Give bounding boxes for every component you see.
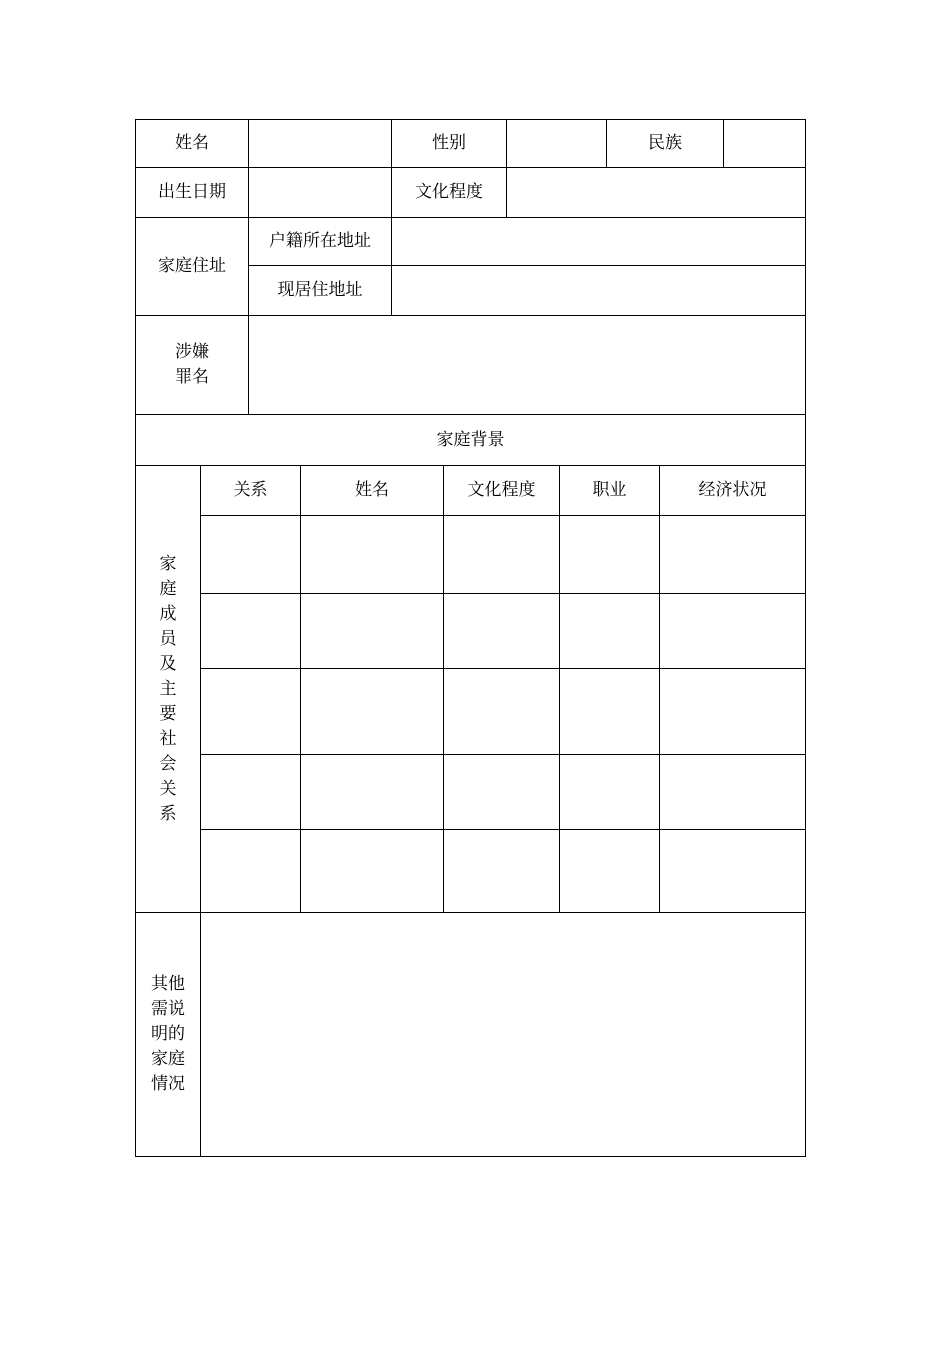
- birth-date-field[interactable]: [249, 168, 392, 218]
- side-char: 关: [159, 778, 177, 799]
- current-address-label: 现居住地址: [249, 266, 392, 316]
- relation-cell[interactable]: [201, 594, 301, 669]
- family-table-header: [136, 466, 806, 516]
- row-birth-education: [136, 168, 806, 218]
- education-cell[interactable]: [444, 594, 560, 669]
- economic-status-cell[interactable]: [660, 755, 806, 830]
- relation-cell[interactable]: [201, 830, 301, 913]
- side-char: 会: [159, 753, 177, 774]
- education-cell[interactable]: [444, 830, 560, 913]
- other-notes-label-line: 家庭: [151, 1049, 185, 1069]
- row-other-notes: [136, 913, 806, 1157]
- family-members-side-label: [136, 466, 201, 913]
- side-char: 员: [159, 628, 177, 649]
- occupation-cell[interactable]: [560, 594, 660, 669]
- table-row: [136, 594, 806, 669]
- alleged-charge-field[interactable]: [249, 316, 806, 415]
- name-cell[interactable]: [301, 830, 444, 913]
- name-cell[interactable]: [301, 516, 444, 594]
- table-row: [136, 830, 806, 913]
- birth-date-label: 出生日期: [136, 168, 249, 218]
- side-char: 要: [159, 703, 177, 724]
- table-row: [136, 755, 806, 830]
- household-address-field[interactable]: [392, 218, 806, 266]
- education-cell[interactable]: [444, 516, 560, 594]
- other-notes-label-line: 需说: [151, 999, 185, 1019]
- section-title: 家庭背景: [136, 415, 806, 466]
- column-header-occupation: 职业: [560, 466, 660, 516]
- economic-status-cell[interactable]: [660, 830, 806, 913]
- other-notes-label-line: 其他: [151, 974, 185, 994]
- side-char: 系: [159, 803, 177, 824]
- side-char: 及: [159, 653, 177, 674]
- table-row: [136, 669, 806, 755]
- name-cell[interactable]: [301, 594, 444, 669]
- name-label: 姓名: [136, 120, 249, 168]
- row-alleged-charge: [136, 316, 806, 415]
- other-notes-label: [136, 913, 201, 1157]
- side-char: 家: [159, 553, 177, 574]
- name-cell[interactable]: [301, 669, 444, 755]
- household-address-label: 户籍所在地址: [249, 218, 392, 266]
- alleged-charge-label-line1: 涉嫌: [175, 342, 209, 362]
- side-char: 庭: [159, 578, 177, 599]
- occupation-cell[interactable]: [560, 755, 660, 830]
- relation-cell[interactable]: [201, 755, 301, 830]
- education-cell[interactable]: [444, 669, 560, 755]
- column-header-relation: 关系: [201, 466, 301, 516]
- other-notes-label-line: 情况: [151, 1074, 185, 1094]
- side-char: 成: [159, 603, 177, 624]
- other-notes-label-line: 明的: [151, 1024, 185, 1044]
- column-header-name: 姓名: [301, 466, 444, 516]
- economic-status-cell[interactable]: [660, 669, 806, 755]
- table-row: [136, 516, 806, 594]
- side-char: 社: [159, 728, 177, 749]
- occupation-cell[interactable]: [560, 830, 660, 913]
- gender-label: 性别: [392, 120, 507, 168]
- gender-field[interactable]: [507, 120, 607, 168]
- ethnicity-label: 民族: [607, 120, 724, 168]
- name-cell[interactable]: [301, 755, 444, 830]
- alleged-charge-label-line2: 罪名: [175, 367, 209, 387]
- row-name-gender-ethnicity: [136, 120, 806, 168]
- column-header-education: 文化程度: [444, 466, 560, 516]
- relation-cell[interactable]: [201, 669, 301, 755]
- current-address-field[interactable]: [392, 266, 806, 316]
- side-char: 主: [159, 678, 177, 699]
- row-household-address: [136, 218, 806, 266]
- economic-status-cell[interactable]: [660, 516, 806, 594]
- education-label: 文化程度: [392, 168, 507, 218]
- education-field[interactable]: [507, 168, 806, 218]
- occupation-cell[interactable]: [560, 516, 660, 594]
- education-cell[interactable]: [444, 755, 560, 830]
- relation-cell[interactable]: [201, 516, 301, 594]
- row-section-title: [136, 415, 806, 466]
- family-background-form: [135, 119, 806, 1157]
- home-address-label: 家庭住址: [136, 218, 249, 316]
- column-header-economic-status: 经济状况: [660, 466, 806, 516]
- name-field[interactable]: [249, 120, 392, 168]
- occupation-cell[interactable]: [560, 669, 660, 755]
- economic-status-cell[interactable]: [660, 594, 806, 669]
- ethnicity-field[interactable]: [724, 120, 806, 168]
- other-notes-field[interactable]: [201, 913, 806, 1157]
- alleged-charge-label: [136, 316, 249, 415]
